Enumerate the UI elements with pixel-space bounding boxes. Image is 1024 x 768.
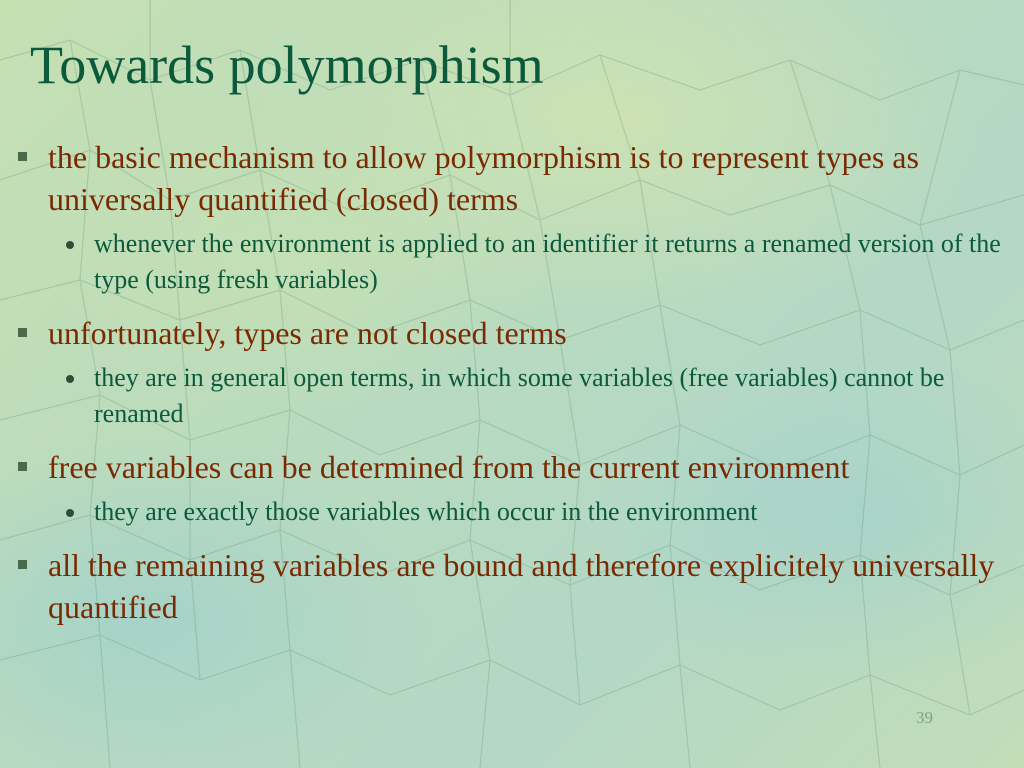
bullet-item bbox=[14, 544, 1010, 628]
bullet-text: all the remaining variables are bound and therefore explicitely universally quantified bbox=[48, 547, 995, 625]
bullet-item bbox=[14, 136, 1010, 220]
square-bullet-icon bbox=[18, 560, 27, 569]
slide-title: Towards polymorphism bbox=[30, 35, 544, 95]
round-bullet-icon bbox=[66, 509, 74, 517]
sub-bullet-text: whenever the environment is applied to an identifier it returns a renamed version of the type (using fresh variables) bbox=[94, 229, 1001, 294]
bullet-text: free variables can be determined from the current environment bbox=[48, 449, 850, 485]
sub-bullet-text: they are in general open terms, in which some variables (free variables) cannot be renamed bbox=[94, 363, 945, 428]
round-bullet-icon bbox=[66, 375, 74, 383]
sub-bullet-item bbox=[14, 360, 1010, 432]
bullet-text: the basic mechanism to allow polymorphism is to represent types as universally quantified (closed) terms bbox=[48, 139, 919, 217]
bullet-item bbox=[14, 312, 1010, 354]
sub-bullet-text: they are exactly those variables which occur in the environment bbox=[94, 497, 758, 526]
bullet-item bbox=[14, 446, 1010, 488]
round-bullet-icon bbox=[66, 241, 74, 249]
page-number: 39 bbox=[916, 708, 933, 727]
sub-bullet-item bbox=[14, 226, 1010, 298]
square-bullet-icon bbox=[18, 462, 27, 471]
square-bullet-icon bbox=[18, 328, 27, 337]
sub-bullet-item bbox=[14, 494, 1010, 530]
square-bullet-icon bbox=[18, 152, 27, 161]
bullet-text: unfortunately, types are not closed terms bbox=[48, 315, 567, 351]
bullet-list bbox=[14, 136, 1010, 634]
